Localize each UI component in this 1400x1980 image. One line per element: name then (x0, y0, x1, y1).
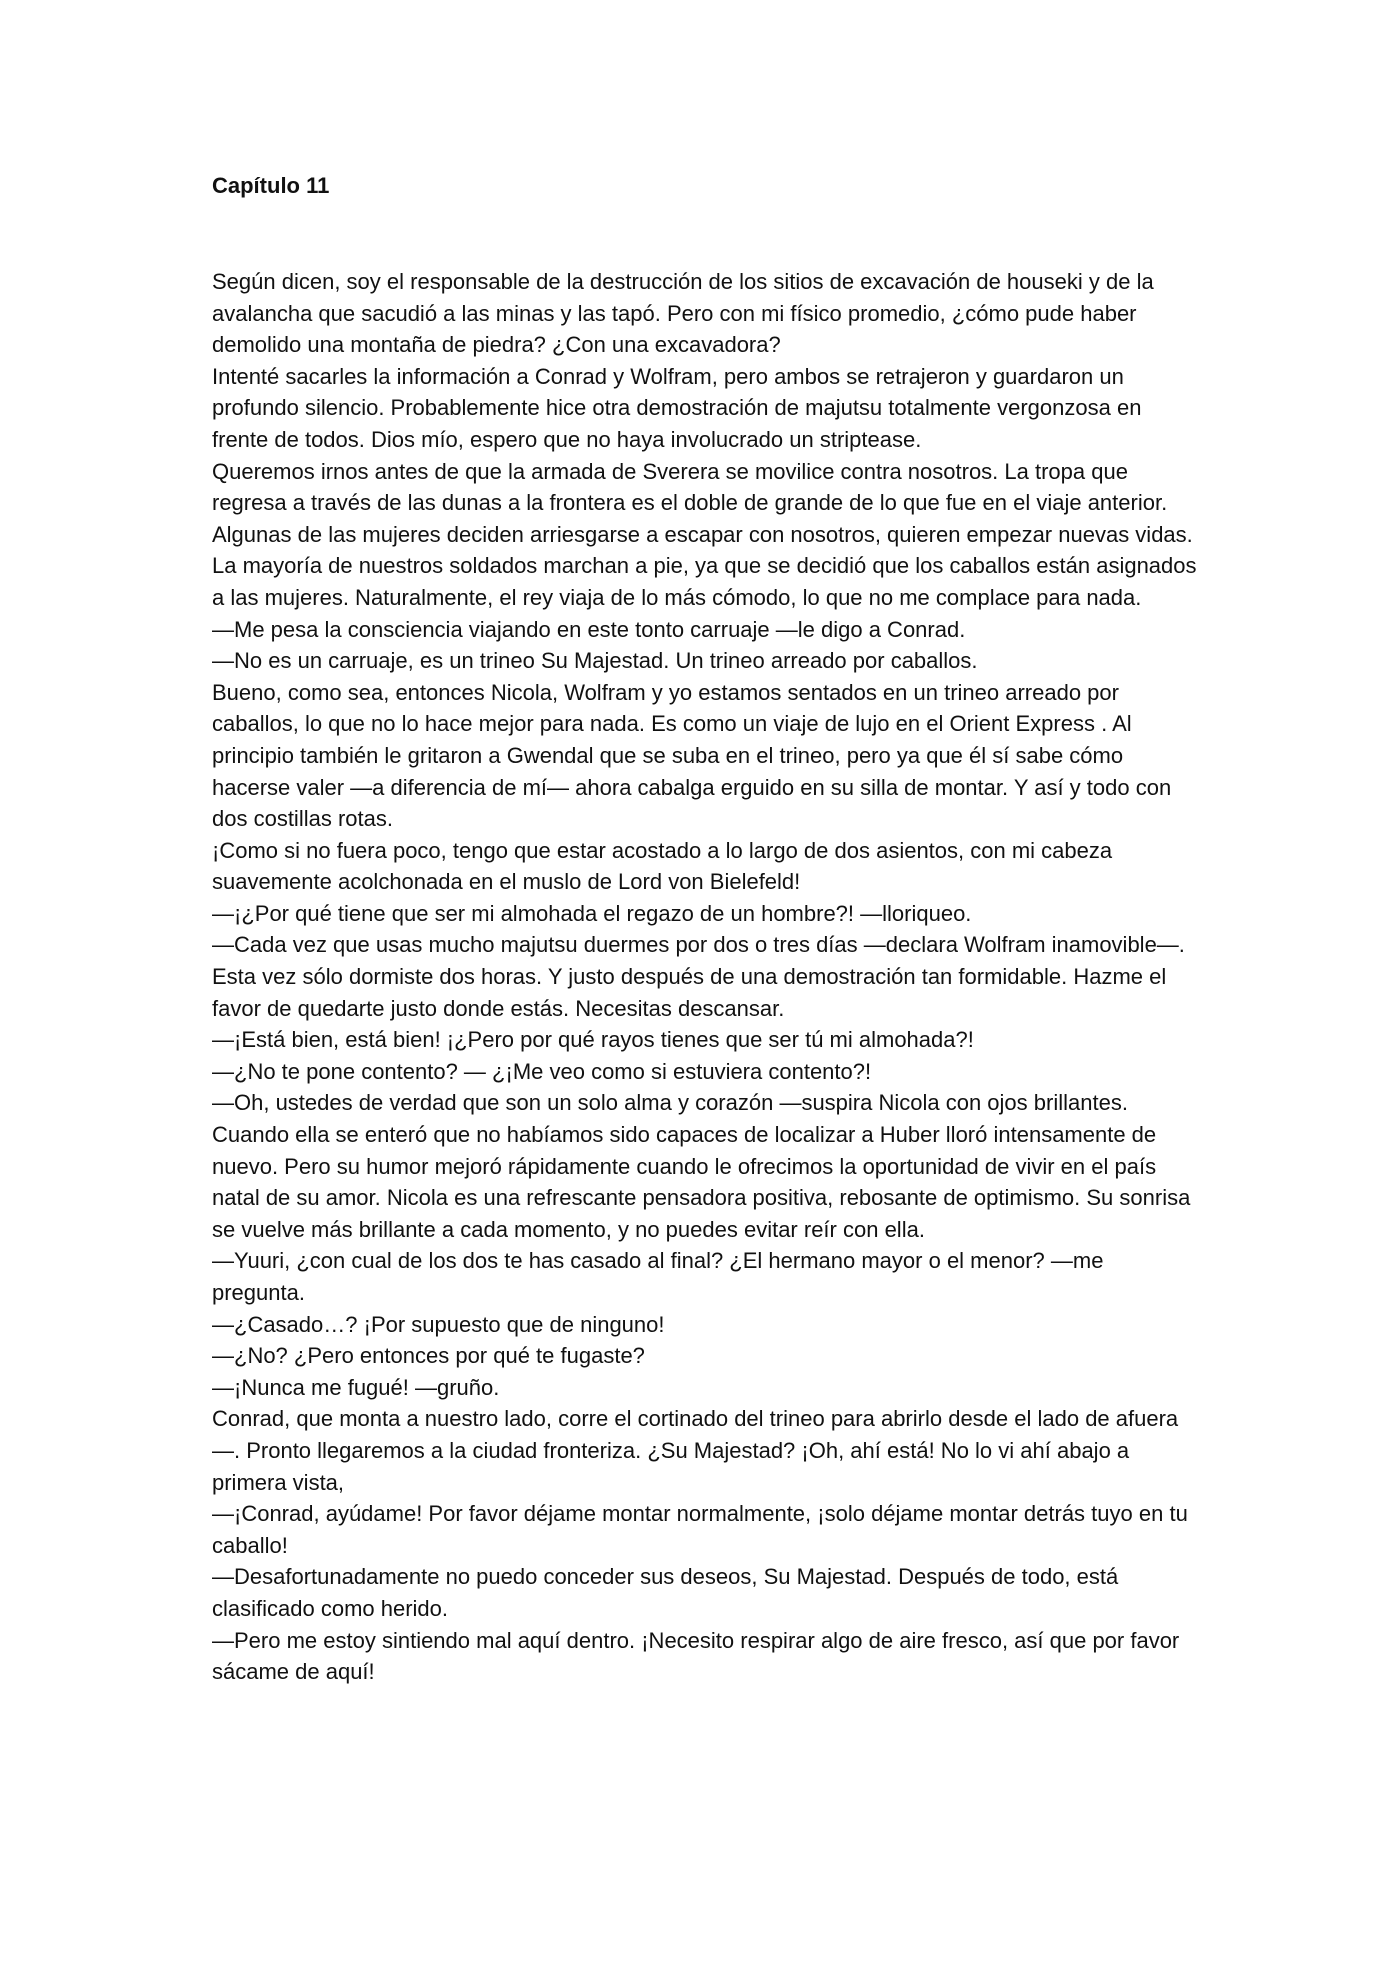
dialogue-line: —¡Conrad, ayúdame! Por favor déjame montar normalmente, ¡solo déjame montar detrás tuyo en tu caballo! (212, 1501, 1188, 1558)
dialogue-line: —¡Nunca me fugué! —gruño. (212, 1374, 500, 1400)
paragraph: Queremos irnos antes de que la armada de Sverera se movilice contra nosotros. La tropa que regresa a través de las dunas a la frontera es el doble de grande de lo que fue en el viaje anterior. (212, 458, 1168, 516)
paragraph: Conrad, que monta a nuestro lado, corre el cortinado del trineo para abrirlo desde el lado de afuera—. Pronto llegaremos a la ciudad fronteriza. ¿Su Majestad? ¡Oh, ahí está! No lo vi ahí abajo a primera vista, (212, 1406, 1179, 1495)
dialogue-line: —¿No? ¿Pero entonces por qué te fugaste? (212, 1343, 645, 1369)
paragraph: Según dicen, soy el responsable de la destrucción de los sitios de excavación de houseki y de la avalancha que sacudió a las minas y las tapó. Pero con mi físico promedio, ¿cómo pude haber demolido una montaña de piedra? ¿Con una excavadora? (212, 269, 1154, 358)
paragraph: ¡Como si no fuera poco, tengo que estar acostado a lo largo de dos asientos, con mi cabeza suavemente acolchonada en el muslo de Lord von Bielefeld! (212, 837, 1113, 895)
paragraph: Intenté sacarles la información a Conrad y Wolfram, pero ambos se retrajeron y guardaron un profundo silencio. Probablemente hice otra demostración de majutsu totalmente vergonzosa en frente de todos. Dios mío, espero que no haya involucrado un striptease. (212, 363, 1142, 452)
dialogue-line: —No es un carruaje, es un trineo Su Majestad. Un trineo arreado por caballos. (212, 648, 978, 674)
dialogue-line: —¡Está bien, está bien! ¡¿Pero por qué rayos tienes que ser tú mi almohada?! (212, 1027, 974, 1053)
dialogue-line: —Oh, ustedes de verdad que son un solo alma y corazón —suspira Nicola con ojos brillantes. (212, 1090, 1128, 1116)
chapter-body (212, 266, 1202, 1688)
dialogue-line: —¿No te pone contento? — ¿¡Me veo como si estuviera contento?! (212, 1058, 872, 1084)
chapter-title: Capítulo 11 (212, 173, 330, 198)
dialogue-line: —¿Casado…? ¡Por supuesto que de ninguno! (212, 1311, 665, 1337)
paragraph: Cuando ella se enteró que no habíamos sido capaces de localizar a Huber lloró intensamente de nuevo. Pero su humor mejoró rápidamente cuando le ofrecimos la oportunidad de vivir en el país natal de su amor. Nicola es una refrescante pensadora positiva, rebosante de optimismo. Su sonrisa se vuelve más brillante a cada momento, y no puedes evitar reír con ella. (212, 1122, 1191, 1242)
dialogue-line: —Pero me estoy sintiendo mal aquí dentro. ¡Necesito respirar algo de aire fresco, así que por favor sácame de aquí! (212, 1627, 1180, 1685)
paragraph: Algunas de las mujeres deciden arriesgarse a escapar con nosotros, quieren empezar nuevas vidas. La mayoría de nuestros soldados marchan a pie, ya que se decidió que los caballos están asignados a las mujeres. Naturalmente, el rey viaja de lo más cómodo, lo que no me complace para nada. (212, 521, 1197, 610)
dialogue-line: —Desafortunadamente no puedo conceder sus deseos, Su Majestad. Después de todo, está clasificado como herido. (212, 1564, 1119, 1621)
dialogue-line: —Cada vez que usas mucho majutsu duermes por dos o tres días —declara Wolfram inamovible—. Esta vez sólo dormiste dos horas. Y justo después de una demostración tan formidable. Hazme el favor de quedarte justo donde estás. Necesitas descansar. (212, 932, 1185, 1021)
paragraph: Bueno, como sea, entonces Nicola, Wolfram y yo estamos sentados en un trineo arreado por caballos, lo que no lo hace mejor para nada. Es como un viaje de lujo en el Orient Express . Al principio también le gritaron a Gwendal que se suba en el trineo, pero ya que él sí sabe cómo hacerse valer —a diferencia de mí— ahora cabalga erguido en su silla de montar. Y así y todo con dos costillas rotas. (212, 679, 1172, 832)
dialogue-line: —Yuuri, ¿con cual de los dos te has casado al final? ¿El hermano mayor o el menor? —me pregunta. (212, 1248, 1104, 1305)
dialogue-line: —Me pesa la consciencia viajando en este tonto carruaje —le digo a Conrad. (212, 616, 966, 642)
dialogue-line: —¡¿Por qué tiene que ser mi almohada el regazo de un hombre?! —lloriqueo. (212, 900, 972, 926)
